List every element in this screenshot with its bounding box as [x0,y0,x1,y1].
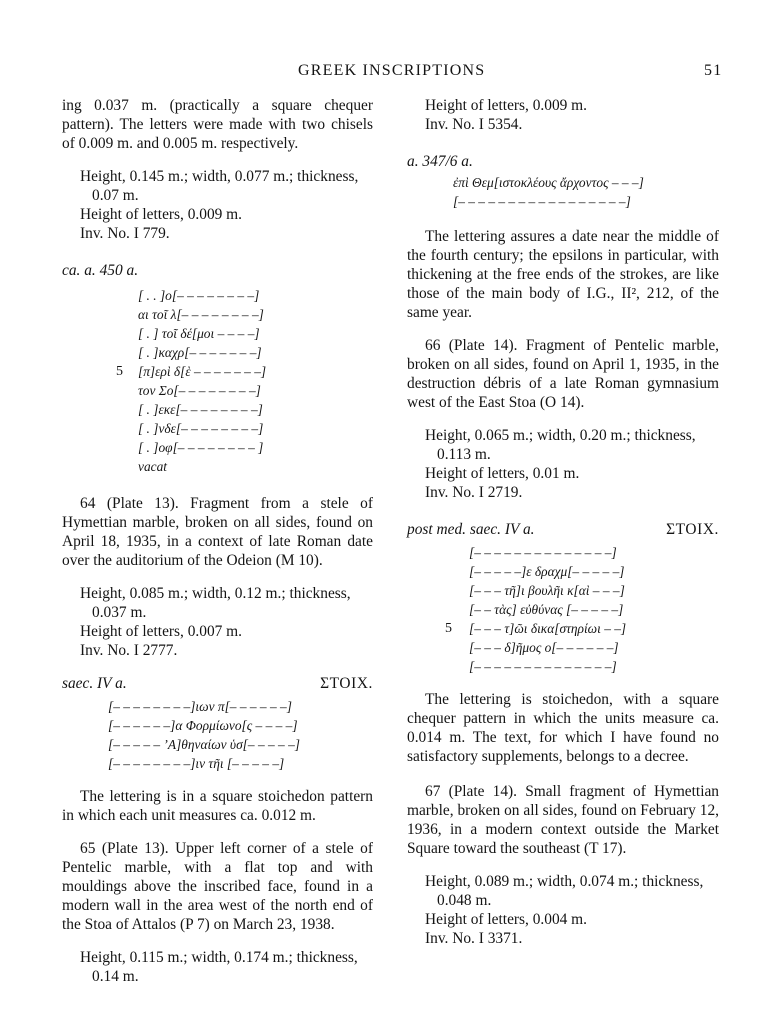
entry-66-number: 66 [425,337,441,354]
inscription-line: [– – – – – –]α Φορμίωνο[ς – – – –] [108,718,298,733]
running-head-title: GREEK INSCRIPTIONS [298,62,486,79]
entry-64-commentary: The lettering is in a square stoichedon pattern in which each unit measures ca. 0.012 m. [62,788,373,824]
stoichedon-mark: ΣΤΟΙΧ. [320,675,373,692]
measurements-65: Height, 0.115 m.; width, 0.174 m.; thickness, 0.14 m. [80,949,358,985]
date-line-62: a. 347/6 a. [407,153,473,170]
entry-64-description: 64 (Plate 13). Fragment from a stele of Hymettian marble, broken on all sides, found on April 18, 1935, in a context of late Roman date over the auditorium of the Odeion (M 10). [62,495,373,569]
vacat-note: vacat [138,459,167,474]
inscription-line: [– – – – –]ε δραχμ[– – – – –] [469,564,625,579]
inscription-line: [– – – – – – – –]ιν τῆι [– – – – –] [108,756,285,771]
inscription-line: αι τοῖ λ[– – – – – – – –] [138,307,264,322]
inscription-line: [– – – – – ’Α]θηναίων ὑσ[– – – – –] [108,737,300,752]
inscription-line: [– – – – – – – – – – – – – –] [469,545,617,560]
entry-65-description: 65 (Plate 13). Upper left corner of a stele of Pentelic marble, with a flat top and with mouldings above the inscribed face, found in a modern wall in the area west of the north end of the Stoa of Attalos (P 7) on March 23, 1938. [62,840,373,933]
inventory-67: Inv. No. I 3371. [425,930,523,947]
inscription-line: [ . ]εκε[– – – – – – – –] [138,402,263,417]
inscription-line: [– – – – – – – – – – – – – –] [469,659,617,674]
letter-height-63: Height of letters, 0.009 m. [80,206,242,223]
inventory-64: Inv. No. I 2777. [80,642,178,659]
letter-height-66: Height of letters, 0.01 m. [425,465,580,482]
inscription-line: [ . ]νδε[– – – – – – – –] [138,421,264,436]
inscription-text-66 [407,543,719,676]
entry-65-number: 65 [80,840,96,857]
inscription-line: [– – – – – – – – – – – – – – – – –] [453,194,631,209]
entry-66-description: 66 (Plate 14). Fragment of Pentelic marble, broken on all sides, found on April 1, 1935, in the destruction débris of a late Roman gymnasium west of the East Stoa (O 14). [407,337,719,411]
measurements-66: Height, 0.065 m.; width, 0.20 m.; thickness, 0.113 m. [425,427,696,463]
date-66: post med. saec. IV a. [407,521,535,538]
entry-62-commentary: The lettering assures a date near the middle of the fourth century; the epsilons in particular, with thickening at the free ends of the strokes, are like those of the main body of I.G., II², 212, of the same year. [407,228,719,321]
line-number: 5 [445,621,452,636]
page-number: 51 [704,62,723,79]
line-number: 5 [116,364,123,379]
left-column [62,96,373,986]
letter-height-64: Height of letters, 0.007 m. [80,623,242,640]
inscription-line: τον Σο[– – – – – – – –] [138,383,261,398]
inscription-text-1 [62,286,373,476]
inscription-line: [ . . ]ο[– – – – – – – –] [138,288,260,303]
date-64: saec. IV a. [62,675,127,692]
inscription-line: [– – – τ]ῶι δικα[στηρίωι – –] [469,621,627,636]
inscription-text-62 [407,173,719,211]
date-line-66 [407,520,719,539]
entry-67-description: 67 (Plate 14). Small fragment of Hymettian marble, broken on all sides, found on February 12, 1936, in a modern context outside the Market Square toward the southeast (T 17). [407,783,719,857]
date-line-64 [62,674,373,693]
letter-height-62: Height of letters, 0.009 m. [425,97,587,114]
inscription-text-64 [62,697,373,773]
measurements-67: Height, 0.089 m.; width, 0.074 m.; thickness, 0.048 m. [425,873,704,909]
inscription-line: [π]ερὶ δ[ὲ – – – – – – –] [138,364,267,379]
inscription-line: [ . ] τοῖ δέ[μοι – – – –] [138,326,260,341]
date-line-insc1: ca. a. 450 a. [62,262,139,279]
inscription-line: [ . ]οφ[– – – – – – – – ] [138,440,264,455]
inscription-line: [– – – – – – – –]ιων π[– – – – – –] [108,699,292,714]
right-column [407,96,719,948]
measurements-64: Height, 0.085 m.; width, 0.12 m.; thickness, 0.037 m. [80,585,351,621]
inscription-line: ἐπὶ Θεμ[ιστοκλέους ἄρχοντος – – –] [453,175,644,190]
measurements-63: Height, 0.145 m.; width, 0.077 m.; thickness, 0.07 m. [80,168,359,204]
entry-64-number: 64 [80,495,96,512]
letter-height-67: Height of letters, 0.004 m. [425,911,587,928]
inscription-line: [– – – δ]ῆμος ο[– – – – – –] [469,640,619,655]
inscription-line: [ . ]καχρ[– – – – – – –] [138,345,262,360]
inscription-line: [– – τὰς] εὐθύνας [– – – – –] [469,602,624,617]
entry-66-commentary: The lettering is stoichedon, with a square chequer pattern in which the units measure ca. 0.014 m. The text, for which I have found no satisfactory supplements, belongs to a decree. [407,691,719,765]
inscription-line: [– – – τῆ]ι βουλῆι κ[αὶ – – –] [469,583,625,598]
inventory-66: Inv. No. I 2719. [425,484,523,501]
entry-67-number: 67 [425,783,441,800]
continued-paragraph: ing 0.037 m. (practically a square chequer pattern). The letters were made with two chisels of 0.009 m. and 0.005 m. respectively. [62,97,373,152]
stoichedon-mark: ΣΤΟΙΧ. [666,521,719,538]
inventory-63: Inv. No. I 779. [80,225,170,242]
inventory-62: Inv. No. I 5354. [425,116,523,133]
